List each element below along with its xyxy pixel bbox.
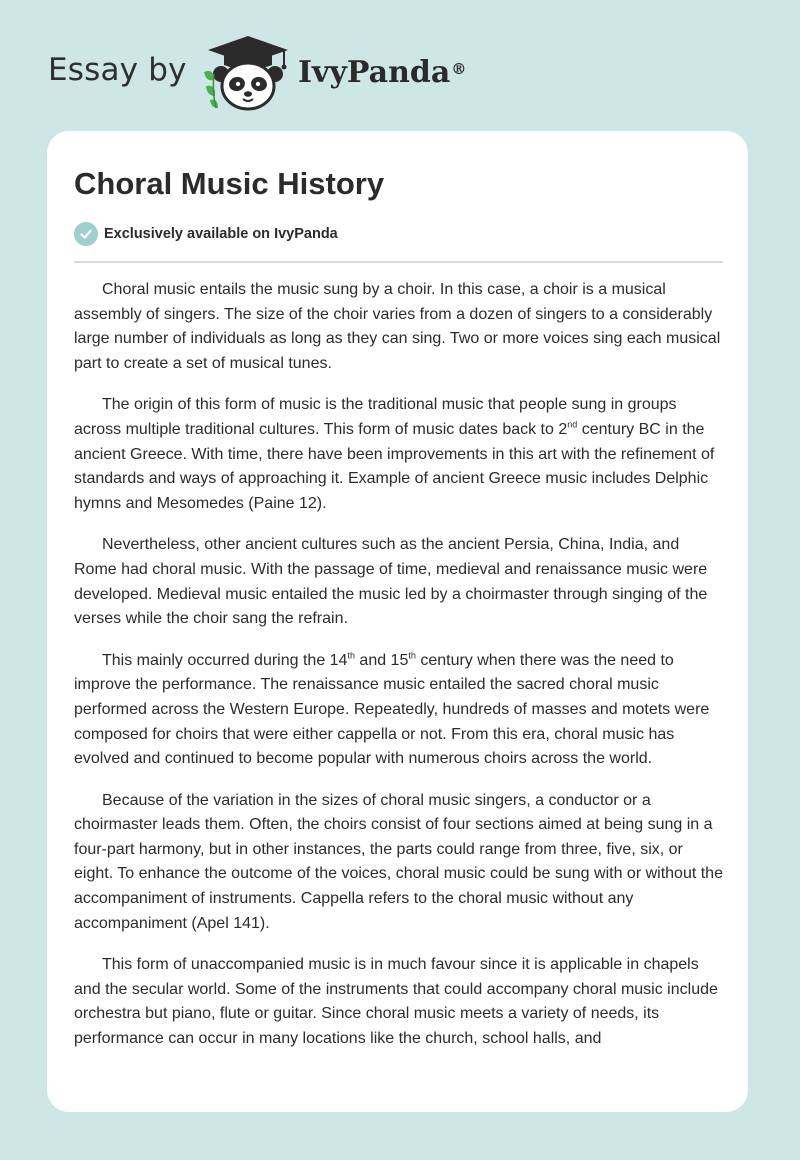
essay-card (47, 131, 748, 1112)
page-title: Choral Music History (74, 166, 385, 201)
ordinal-suffix: th (347, 650, 355, 661)
badge-label: Exclusively available on IvyPanda (104, 226, 338, 242)
text-run: The origin of this form of music is the traditional music that people sung in groups across multiple traditional cultures. This form of music dates back to 2 (74, 396, 677, 438)
divider (74, 261, 723, 263)
paragraph (74, 789, 724, 937)
brand-text: IvyPanda (298, 55, 451, 90)
ordinal-suffix: nd (567, 419, 578, 430)
paragraph (74, 649, 724, 772)
exclusive-badge (74, 222, 338, 246)
site-header (0, 0, 800, 130)
ivypanda-logo-icon[interactable] (200, 34, 296, 112)
text-run: and 15 (354, 651, 409, 669)
checkmark-icon (74, 222, 98, 246)
essay-body (74, 278, 724, 1069)
text-run: century when there was the need to improve the performance. The renaissance music entailed the sacred choral music performed across the Western Europe. Repeatedly, hundreds of masses and motets were composed for choirs that were either cappella or not. From this era, choral music has evolved and continued to become popular with numerous choirs across the world. (74, 651, 710, 768)
essay-by-label: Essay by (48, 52, 187, 88)
text-run: This form of unaccompanied music is in much favour since it is applicable in chapels and the secular world. Some of the instruments that could accompany choral music include orchestra but piano, flute or guitar. Since choral music meets a variety of needs, its performance can occur in many locations like the church, school halls, and (74, 956, 718, 1048)
paragraph (74, 278, 724, 376)
brand-name[interactable] (298, 53, 466, 93)
text-run: Nevertheless, other ancient cultures such as the ancient Persia, China, India, and Rome had choral music. With the passage of time, medieval and renaissance music were developed. Medieval music entailed the music led by a choirmaster through singing of the verses while the choir sang the refrain. (74, 536, 708, 628)
paragraph (74, 953, 724, 1051)
paragraph (74, 533, 724, 631)
paragraph (74, 393, 724, 516)
text-run: century BC in the ancient Greece. With time, there have been improvements in this art with the refinement of standards and ways of approaching it. Example of ancient Greece music includes Delphic hymns and Mesomedes (Paine 12). (74, 420, 715, 512)
registered-mark: ® (451, 60, 467, 78)
text-run: Because of the variation in the sizes of choral music singers, a conductor or a choirmaster leads them. Often, the choirs consist of four sections aimed at being sung in a four-part harmony, but in other instances, the parts could range from three, five, six, or eight. To enhance the outcome of the voices, choral music could be sung with or without the accompaniment of instruments. Cappella refers to the choral music without any accompaniment (Apel 141). (74, 791, 723, 932)
ordinal-suffix: th (408, 650, 416, 661)
text-run: Choral music entails the music sung by a choir. In this case, a choir is a musical assembly of singers. The size of the choir varies from a dozen of singers to a considerably large number of individuals as long as they can sing. Two or more voices sing each musical part to create a set of musical tunes. (74, 281, 721, 372)
text-run: This mainly occurred during the 14 (102, 651, 348, 669)
